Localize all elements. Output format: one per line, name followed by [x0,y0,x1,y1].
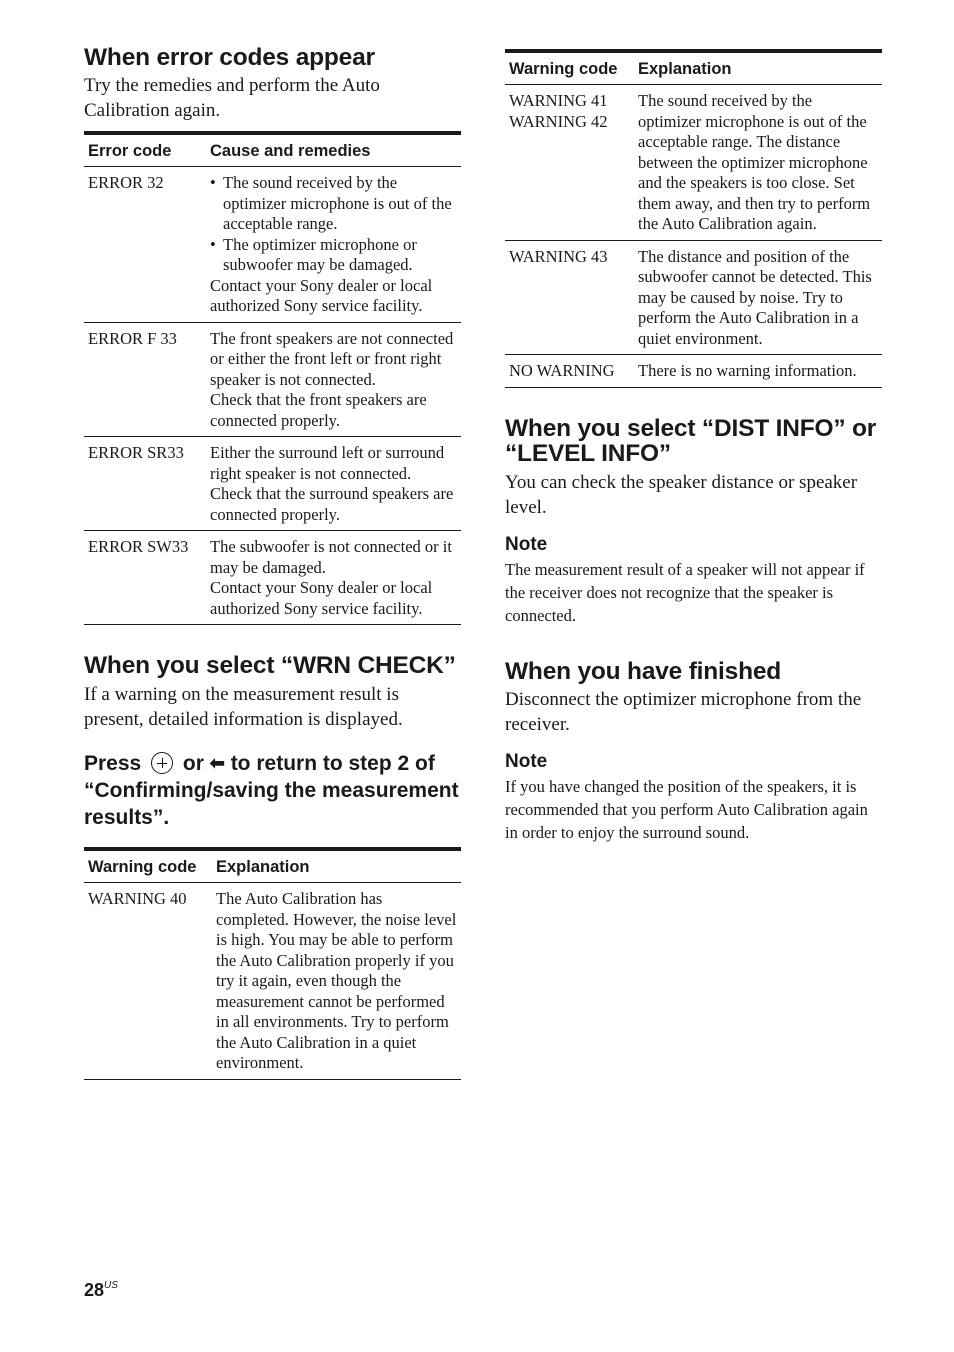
column-header: Warning code [84,849,212,883]
step-press-text: Press [84,752,142,775]
remedy-cell [206,531,461,625]
table-row [505,355,882,388]
right-column [505,0,882,844]
bullet-text: The optimizer microphone or subwoofer may be damaged. [223,234,417,274]
cause-text: The front speakers are not connected or either the front left or front right speaker is not connected. [210,328,454,389]
table-row [505,85,882,241]
remedy-text: Check that the front speakers are connected properly. [210,390,427,430]
remedy-cell [206,437,461,531]
table-row [84,167,461,323]
remedy-text: Check that the surround speakers are connected properly. [210,484,454,524]
step-rest-text: to return to step 2 of “Confirming/saving the measurement results”. [84,752,459,829]
warning-code: WARNING 41 [509,91,608,110]
remedy-cell [206,322,461,437]
bullet-item: • The sound received by the optimizer microphone is out of the acceptable range. [210,173,457,235]
table-row [505,240,882,355]
warning-code-cell [505,85,634,241]
warning-code-cell: NO WARNING [505,355,634,388]
table-row [84,883,461,1080]
finished-intro: Disconnect the optimizer microphone from the receiver. [505,688,862,735]
error-code-cell: ERROR SR33 [84,437,206,531]
warning-code: WARNING 42 [509,111,608,131]
table-row [84,322,461,437]
column-header: Explanation [634,51,882,85]
error-codes-intro: Try the remedies and perform the Auto Calibration again. [84,75,380,121]
error-code-cell: ERROR F 33 [84,322,206,437]
step-or-text: or [182,752,204,775]
cause-text: The subwoofer is not connected or it may be damaged. [210,537,452,577]
table-row [84,531,461,625]
explanation-cell: The sound received by the optimizer microphone is out of the acceptable range. The distance between the optimizer microphone and the speakers is too close. Set them away, and then try to perform the Auto Calibration again. [634,85,882,241]
column-header: Explanation [212,849,461,883]
bullet-text: The sound received by the optimizer microphone is out of the acceptable range. [223,173,452,233]
back-arrow-icon: ⬅ [209,753,225,773]
warning-code-cell: WARNING 43 [505,240,634,355]
warning-table-left [84,847,461,1080]
dist-info-intro: You can check the speaker distance or speaker level. [505,471,858,518]
plus-circle-icon [151,752,173,774]
finished-heading: When you have finished [505,657,782,685]
wrn-check-intro: If a warning on the measurement result is present, detailed information is displayed. [84,684,403,730]
column-header: Error code [84,133,206,167]
page-number [84,1280,118,1301]
step-heading [84,750,461,831]
remedy-text: Contact your Sony dealer or local authorized Sony service facility. [210,275,433,315]
error-code-cell: ERROR 32 [84,167,206,323]
explanation-cell: There is no warning information. [634,355,882,388]
dist-info-heading: When you select “DIST INFO” or “LEVEL INFO” [505,414,877,467]
remedy-cell [206,167,461,323]
remedy-text: Contact your Sony dealer or local authorized Sony service facility. [210,578,433,618]
note-heading: Note [505,750,548,772]
explanation-cell: The Auto Calibration has completed. However, the noise level is high. You may be able to perform the Auto Calibration properly if you try it again, even though the measurement cannot be performed in all environments. Try to perform the Auto Calibration in a quiet environment. [212,883,461,1080]
bullet-item: • The optimizer microphone or subwoofer may be damaged. [210,235,457,276]
warning-code-cell: WARNING 40 [84,883,212,1080]
column-header: Warning code [505,51,634,85]
page-number-value: 28 [84,1280,105,1300]
explanation-cell: The distance and position of the subwoofer cannot be detected. This may be caused by noise. Try to perform the Auto Calibration in a quiet environment. [634,240,882,355]
error-code-cell: ERROR SW33 [84,531,206,625]
column-header: Cause and remedies [206,133,461,167]
note-text: If you have changed the position of the speakers, it is recommended that you perform Auto Calibration again in order to enjoy the surround sound. [505,776,868,842]
table-row [84,437,461,531]
wrn-check-heading: When you select “WRN CHECK” [84,652,456,679]
error-codes-heading: When error codes appear [84,44,375,71]
warning-table-right [505,49,882,388]
error-code-table [84,131,461,625]
left-column [84,0,461,1080]
cause-text: Either the surround left or surround right speaker is not connected. [210,443,445,483]
note-text: The measurement result of a speaker will not appear if the receiver does not recognize that the speaker is connected. [505,559,865,625]
page-number-suffix: US [104,1280,118,1291]
note-heading: Note [505,533,548,555]
